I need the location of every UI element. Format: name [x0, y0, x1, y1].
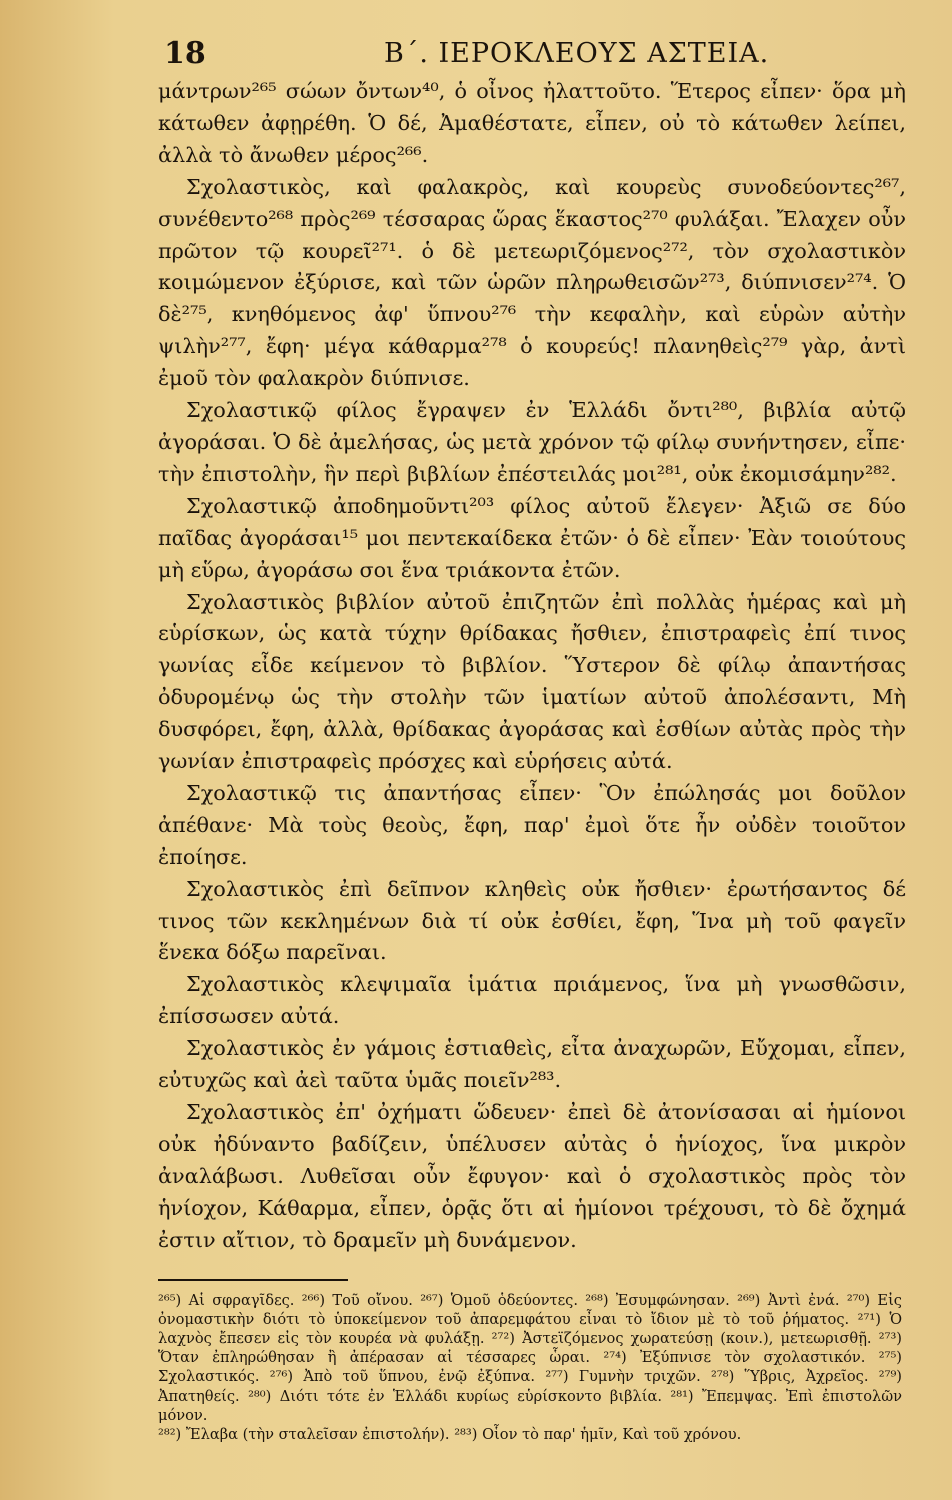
footnotes — [158, 1291, 906, 1445]
paragraph: Σχολαστικῷ φίλος ἔγραψεν ἐν Ἑλλάδι ὄντι²⁸⁰, βιβλία αὐτῷ ἀγοράσαι. Ὁ δὲ ἀμελήσας, ὡς μετὰ χρόνον τῷ φίλῳ συνήντησεν, εἶπε· τὴν ἐπιστολὴν, ἣν περὶ βιβλίων ἐπέστειλάς μοι²⁸¹, οὐκ ἐκομισάμην²⁸². — [158, 398, 906, 486]
paragraph: Σχολαστικῷ ἀποδημοῦντι²⁰³ φίλος αὐτοῦ ἔλεγεν· Ἀξιῶ σε δύο παῖδας ἀγοράσαι¹⁵ μοι πεντεκαίδεκα ἐτῶν· ὁ δὲ εἶπεν· Ἐὰν τοιούτους μὴ εὕρω, ἀγοράσω σοι ἕνα τριάκοντα ἐτῶν. — [158, 493, 906, 582]
paragraph: μάντρων²⁶⁵ σώων ὄντων⁴⁰, ὁ οἶνος ἠλαττοῦτο. Ἕτερος εἶπεν· ὅρα μὴ κάτωθεν ἀφῃρέθη. Ὁ δέ, Ἀμαθέστατε, εἶπεν, οὐ τὸ κάτωθεν λείπει, ἀλλὰ τὸ ἄνωθεν μέρος²⁶⁶. — [158, 79, 906, 167]
paragraph: Σχολαστικῷ τις ἀπαντήσας εἶπεν· Ὃν ἐπώλησάς μοι δοῦλον ἀπέθανε· Μὰ τοὺς θεοὺς, ἔφη, παρ' ἐμοὶ ὅτε ἦν οὐδὲν τοιοῦτον ἐποίησε. — [158, 780, 906, 869]
paragraph: Σχολαστικὸς ἐπὶ δεῖπνον κληθεὶς οὐκ ἤσθιεν· ἐρωτήσαντος δέ τινος τῶν κεκλημένων διὰ τί οὐκ ἐσθίει, ἔφη, Ἵνα μὴ τοῦ φαγεῖν ἕνεκα δόξω παρεῖναι. — [158, 876, 906, 965]
footnote-divider — [158, 1279, 348, 1281]
paragraph: Σχολαστικὸς ἐν γάμοις ἑστιαθεὶς, εἶτα ἀναχωρῶν, Εὔχομαι, εἶπεν, εὐτυχῶς καὶ ἀεὶ ταῦτα ὑμᾶς ποιεῖν²⁸³. — [158, 1036, 906, 1093]
main-text — [158, 76, 906, 1257]
page-header — [158, 30, 906, 76]
paragraph: Σχολαστικὸς ἐπ' ὀχήματι ὥδευεν· ἐπεὶ δὲ ἀτονίσασαι αἱ ἡμίονοι οὐκ ἠδύναντο βαδίζειν, ὑπέλυσεν αὐτὰς ὁ ἡνίοχος, ἵνα μικρὸν ἀναλάβωσι. Λυθεῖσαι οὖν ἔφυγον· καὶ ὁ σχολαστικὸς πρὸς τὸν ἡνίοχον, Κάθαρμα, εἶπεν, ὁρᾷς ὅτι αἱ ἡμίονοι τρέχουσι, τὸ δὲ ὄχημά ἐστιν αἴτιον, τὸ δραμεῖν μὴ δυνάμενον. — [158, 1100, 906, 1252]
footnote-block: ²⁶⁵) Αἱ σφραγῖδες. ²⁶⁶) Τοῦ οἴνου. ²⁶⁷) Ὁμοῦ ὁδεύοντες. ²⁶⁸) Ἐσυμφώνησαν. ²⁶⁹) Ἀντὶ ἐνά. ²⁷⁰) Εἰς ὀνομαστικὴν διότι τὸ ὑποκείμενον τοῦ ἀπαρεμφάτου εἶναι τὸ ἴδιον μὲ τὸ τοῦ ῥήματος. ²⁷¹) Ὁ λαχνὸς ἔπεσεν εἰς τὸν κουρέα νὰ φυλάξῃ. ²⁷²) Ἀστεϊζόμενος χωρατεύσῃ (κοιν.), μετεωρισθῇ. ²⁷³) Ὅταν ἐπληρώθησαν ἢ ἀπέρασαν αἱ τέσσαρες ὧραι. ²⁷⁴) Ἐξύπνισε τὸν σχολαστικόν. ²⁷⁵) Σχολαστικός. ²⁷⁶) Ἀπὸ τοῦ ὕπνου, ἐνῷ ἐξύπνα. ²⁷⁷) Γυμνὴν τριχῶν. ²⁷⁸) Ὕβρις, Ἀχρεῖος. ²⁷⁹) Ἀπατηθείς. ²⁸⁰) Διότι τότε ἐν Ἑλλάδι κυρίως εὑρίσκοντο βιβλία. ²⁸¹) Ἔπεμψας. Ἐπὶ ἐπιστολῶν μόνον. — [158, 1291, 902, 1424]
page-number: 18 — [164, 36, 206, 71]
paragraph: Σχολαστικὸς, καὶ φαλακρὸς, καὶ κουρεὺς συνοδεύοντες²⁶⁷, συνέθεντο²⁶⁸ πρὸς²⁶⁹ τέσσαρας ὥρας ἕκαστος²⁷⁰ φυλάξαι. Ἔλαχεν οὖν πρῶτον τῷ κουρεῖ²⁷¹. ὁ δὲ μετεωριζόμενος²⁷², τὸν σχολαστικὸν κοιμώμενον ἐξύρισε, καὶ τῶν ὡρῶν πληρωθεισῶν²⁷³, διύπνισεν²⁷⁴. Ὁ δὲ²⁷⁵, κνηθόμενος ἀφ' ὕπνου²⁷⁶ τὴν κεφαλὴν, καὶ εὑρὼν αὐτὴν ψιλὴν²⁷⁷, ἔφη· μέγα κάθαρμα²⁷⁸ ὁ κουρεύς! πλανηθεὶς²⁷⁹ γὰρ, ἀντὶ ἐμοῦ τὸν φαλακρὸν διύπνισε. — [158, 174, 906, 391]
footnote-block: ²⁸²) Ἔλαβα (τὴν σταλεῖσαν ἐπιστολήν). ²⁸³) Οἷον τὸ παρ' ἡμῖν, Καὶ τοῦ χρόνου. — [158, 1425, 742, 1443]
running-title: Β΄. ΙΕΡΟΚΛΕΟΥΣ ΑΣΤΕΙΑ. — [384, 38, 770, 69]
paragraph: Σχολαστικὸς βιβλίον αὐτοῦ ἐπιζητῶν ἐπὶ πολλὰς ἡμέρας καὶ μὴ εὑρίσκων, ὡς κατὰ τύχην θρίδακας ἤσθιεν, ἐπιστραφεὶς ἐπί τινος γωνίας εἶδε κείμενον τὸ βιβλίον. Ὕστερον δὲ φίλῳ ἀπαντήσας ὀδυρομένῳ ὡς τὴν στολὴν τῶν ἱματίων αὐτοῦ ἀπολέσαντι, Μὴ δυσφόρει, ἔφη, ἀλλὰ, θρίδακας ἀγοράσας καὶ ἐσθίων αὐτὰς πρὸς τὴν γωνίαν ἐπιστραφεὶς πρόσχες καὶ εὑρήσεις αὐτά. — [158, 589, 906, 774]
paragraph: Σχολαστικὸς κλεψιμαῖα ἱμάτια πριάμενος, ἵνα μὴ γνωσθῶσιν, ἐπίσσωσεν αὐτά. — [158, 972, 906, 1029]
